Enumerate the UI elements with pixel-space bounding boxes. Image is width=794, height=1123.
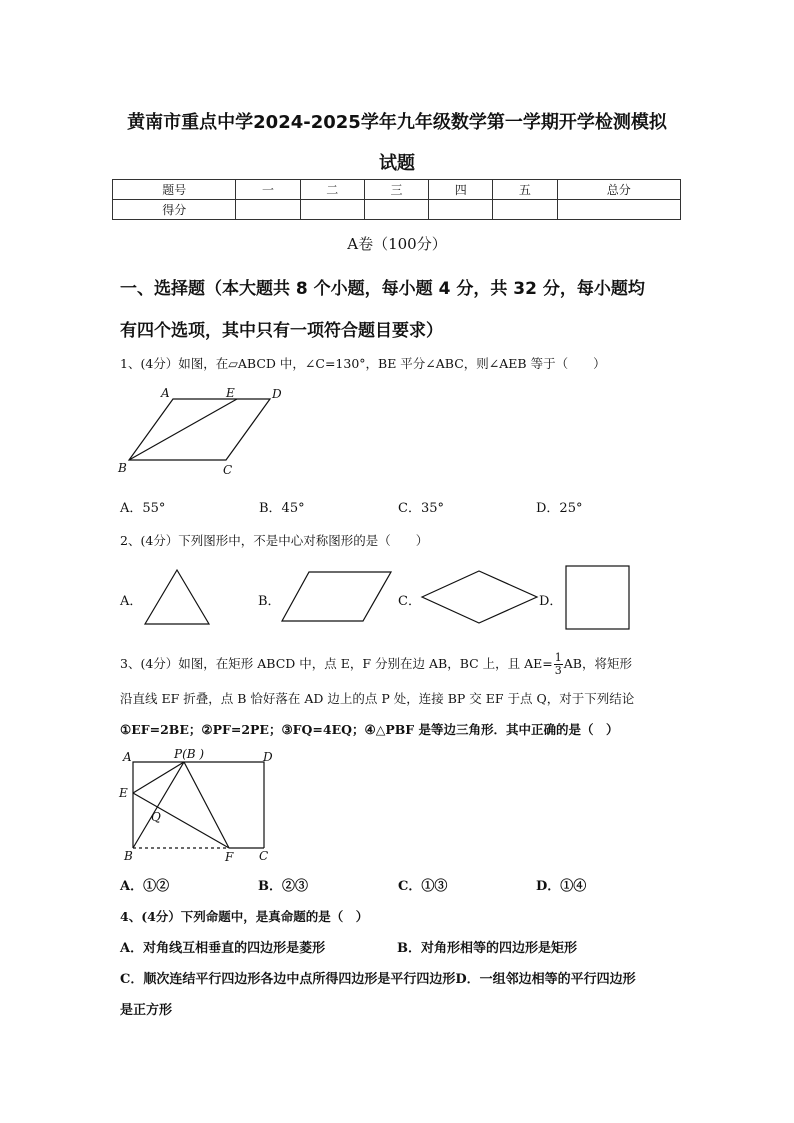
section-a-heading: A卷（100分） <box>347 235 447 253</box>
question-1-figure <box>115 384 290 479</box>
rectangle-abcd-sides <box>133 762 264 848</box>
exam-title-line1: 黄南市重点中学2024-2025学年九年级数学第一学期开学检测模拟 <box>127 112 667 133</box>
vertex-label-a: A <box>123 750 132 764</box>
vertex-label-a: A <box>161 386 170 400</box>
fraction-one-third <box>554 652 563 677</box>
score-table-score-row <box>113 200 681 220</box>
score-header-cell: 总分 <box>557 180 680 200</box>
score-header-cell: 一 <box>236 180 300 200</box>
q1-option-a[interactable]: A．55° <box>120 501 166 516</box>
q2-option-d[interactable]: D． <box>539 594 563 609</box>
segment-ep <box>133 762 184 793</box>
fraction-numerator: 1 <box>554 651 562 664</box>
q2-rhombus-figure <box>418 566 542 628</box>
vertex-label-b: B <box>124 849 133 863</box>
question-3-line3: ①EF=2BE；②PF=2PE；③FQ=4EQ；④△PBF 是等边三角形．其中正确的是（ ） <box>120 722 619 737</box>
q4-option-b[interactable]: B．对角形相等的四边形是矩形 <box>397 941 577 956</box>
score-blank-cell <box>493 200 557 220</box>
q4-option-d-continued[interactable]: 是正方形 <box>120 1003 173 1018</box>
question-3-figure <box>115 745 285 867</box>
q2-parallelogram-figure <box>278 568 396 626</box>
score-table <box>112 179 681 220</box>
q3-option-d[interactable]: D．①④ <box>536 879 587 894</box>
q2-option-c[interactable]: C． <box>398 594 421 609</box>
score-blank-cell <box>557 200 680 220</box>
q3-option-b[interactable]: B．②③ <box>258 879 308 894</box>
triangle-shape <box>145 570 209 624</box>
q2-triangle-figure <box>140 565 215 630</box>
parallelogram-shape <box>282 572 391 621</box>
vertex-label-e: E <box>226 386 235 400</box>
part1-heading-line1: 一、选择题（本大题共 8 个小题，每小题 4 分，共 32 分，每小题均 <box>120 279 645 299</box>
exam-title-line2: 试题 <box>379 153 415 174</box>
fraction-denominator: 3 <box>554 664 562 677</box>
question-3-line2: 沿直线 EF 折叠，点 B 恰好落在 AD 边上的点 P 处，连接 BP 交 EF 于点 Q，对于下列结论 <box>120 691 635 706</box>
segment-be <box>129 399 237 460</box>
q3-option-c[interactable]: C．①③ <box>398 879 448 894</box>
q2-option-a[interactable]: A． <box>120 594 143 609</box>
score-blank-cell <box>236 200 300 220</box>
question-4-text: 4、(4分）下列命题中，是真命题的是（ ） <box>120 909 369 924</box>
score-table-header-row <box>113 180 681 200</box>
question-3-line1-start: 3、(4分）如图，在矩形 ABCD 中，点 E，F 分别在边 AB，BC 上，且 AE= <box>120 656 553 671</box>
vertex-label-b: B <box>118 461 127 475</box>
q2-option-b[interactable]: B． <box>258 594 281 609</box>
score-header-cell: 四 <box>429 180 493 200</box>
question-3-line1-end: AB，将矩形 <box>563 656 632 671</box>
question-2-text: 2、(4分）下列图形中，不是中心对称图形的是（ ） <box>120 533 429 548</box>
vertex-label-f: F <box>225 850 234 864</box>
square-shape <box>566 566 629 629</box>
score-row-label: 得分 <box>113 200 236 220</box>
score-header-cell: 三 <box>364 180 428 200</box>
vertex-label-e: E <box>119 786 128 800</box>
q1-option-b[interactable]: B．45° <box>259 501 305 516</box>
segment-bp <box>133 762 184 848</box>
vertex-label-c: C <box>223 463 233 477</box>
vertex-label-p-b: P(B ) <box>174 747 205 761</box>
question-1-text: 1、(4分）如图，在▱ABCD 中，∠C=130°，BE 平分∠ABC，则∠AEB 等于（ ） <box>120 356 606 371</box>
part1-heading-line2: 有四个选项，其中只有一项符合题目要求） <box>120 321 443 341</box>
q1-option-c[interactable]: C．35° <box>398 501 444 516</box>
vertex-label-c: C <box>259 849 269 863</box>
q4-option-c-d[interactable]: C．顺次连结平行四边形各边中点所得四边形是平行四边形D．一组邻边相等的平行四边形 <box>120 972 636 987</box>
score-blank-cell <box>429 200 493 220</box>
score-blank-cell <box>300 200 364 220</box>
question-3-line1 <box>120 652 632 677</box>
q2-square-figure <box>562 562 634 634</box>
point-label-q: Q <box>151 810 161 824</box>
q1-option-d[interactable]: D．25° <box>536 501 583 516</box>
parallelogram-abcd <box>129 399 270 460</box>
score-header-cell: 二 <box>300 180 364 200</box>
vertex-label-d: D <box>263 750 273 764</box>
rhombus-shape <box>422 571 537 623</box>
score-header-cell: 五 <box>493 180 557 200</box>
q3-option-a[interactable]: A．①② <box>120 879 170 894</box>
q4-option-a[interactable]: A．对角线互相垂直的四边形是菱形 <box>120 941 326 956</box>
score-blank-cell <box>364 200 428 220</box>
vertex-label-d: D <box>272 387 282 401</box>
score-header-cell: 题号 <box>113 180 236 200</box>
